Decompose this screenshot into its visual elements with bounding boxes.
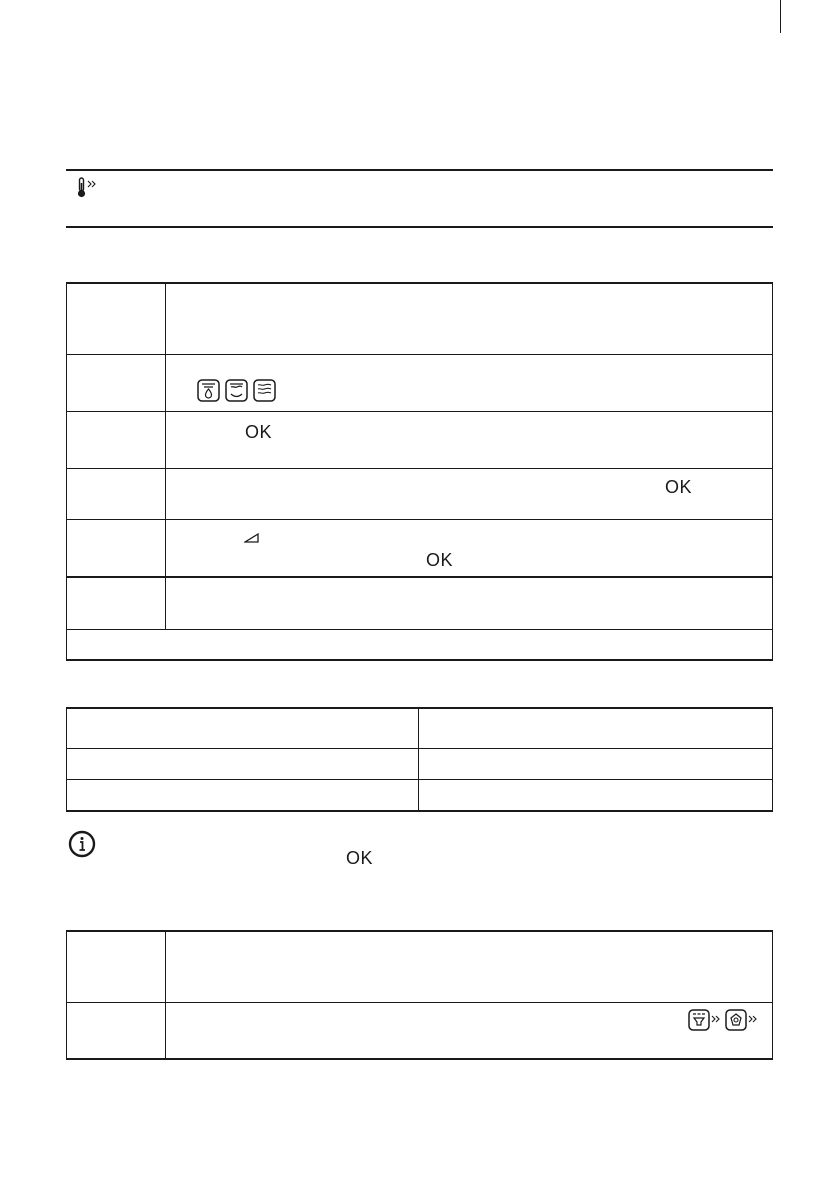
step-number-cell	[67, 283, 166, 354]
oven-function-icons	[197, 379, 277, 403]
ok-button-symbol: OK	[426, 549, 454, 570]
ok-button-symbol: OK	[665, 476, 693, 497]
step-number-cell	[67, 354, 166, 411]
steam-bottom-heat-icon	[198, 380, 219, 401]
info-icon	[67, 829, 97, 859]
step-text-cell	[166, 1002, 773, 1059]
step-text-cell	[166, 519, 773, 577]
table-header-row	[67, 708, 773, 749]
table-row	[67, 931, 773, 1002]
thermometer-info-box	[66, 169, 773, 228]
table-row	[67, 780, 773, 812]
level-triangle-icon	[244, 532, 260, 544]
step-number-cell	[67, 931, 166, 1002]
step-text-cell	[166, 931, 773, 1002]
table-row	[67, 749, 773, 780]
step-number-cell	[67, 1002, 166, 1059]
table-cell	[67, 749, 419, 780]
table-row	[67, 629, 773, 660]
steps-table-2	[66, 930, 773, 1060]
step-number-cell	[67, 468, 166, 519]
steps-table-1	[66, 282, 773, 661]
step-text-cell	[166, 283, 773, 354]
step-text-cell	[166, 354, 773, 411]
steam-air-icon	[254, 380, 275, 401]
steam-clean-icon	[688, 1009, 722, 1033]
ok-button-symbol: OK	[346, 848, 374, 868]
step-text-cell	[166, 411, 773, 468]
step-number-cell	[67, 577, 166, 629]
table-cell	[419, 780, 773, 812]
step-number-cell	[67, 411, 166, 468]
step-text-cell	[166, 577, 773, 629]
steam-grill-icon	[226, 380, 247, 401]
thermometer-heat-icon	[75, 177, 101, 199]
table-row	[67, 411, 773, 468]
step-note-cell	[67, 629, 773, 660]
step-text-cell	[166, 468, 773, 519]
table-cell	[67, 780, 419, 812]
settings-table	[66, 707, 773, 812]
table-row	[67, 354, 773, 411]
table-header-cell	[67, 708, 419, 749]
ok-button-symbol: OK	[245, 421, 273, 442]
page-corner-mark	[780, 0, 781, 33]
table-row	[67, 519, 773, 577]
table-header-cell	[419, 708, 773, 749]
descaling-icon	[725, 1009, 759, 1033]
step-number-cell	[67, 519, 166, 577]
table-row	[67, 1002, 773, 1059]
table-cell	[419, 749, 773, 780]
table-row	[67, 283, 773, 354]
table-row	[67, 468, 773, 519]
table-row	[67, 577, 773, 629]
